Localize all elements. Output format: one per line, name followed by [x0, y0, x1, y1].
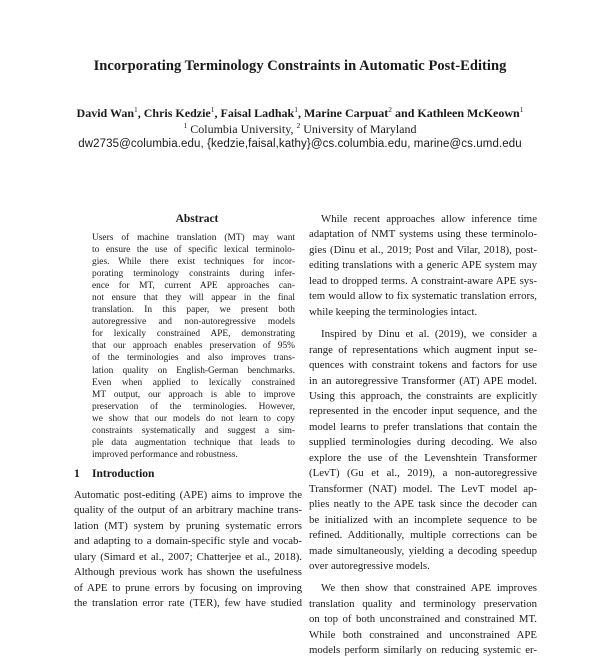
author-affiliation-mark: 1 [519, 105, 524, 114]
text-line: ple data augmentation technique that leads to [92, 437, 295, 448]
text-line: quences with constraint tokens and factors for use [309, 359, 537, 372]
abstract-text [92, 232, 295, 461]
section-heading [74, 468, 300, 480]
author-name: Marine Carpuat [303, 106, 389, 120]
text-line: lation quality on English-German benchmarks. [92, 365, 295, 376]
text-line: that our approach enables preservation of 95% [92, 341, 295, 352]
affiliation-mark: 1 [183, 121, 188, 130]
text-line: range of representations which augment input se- [309, 343, 537, 356]
author-name: Chris Kedzie [143, 106, 211, 120]
affiliations: $^1$ Columbia University, $^2$ University of Maryland [183, 121, 417, 136]
affiliation-name: Columbia University [190, 122, 291, 136]
text-line: Although previous work has shown the usefulness [74, 566, 302, 579]
text-line: Automatic post-editing (APE) aims to improve the [74, 489, 302, 501]
text-line: gies. While there exist techniques for incor- [92, 257, 295, 268]
author-name: David Wan [76, 106, 134, 120]
text-line: of APE to prune errors by focusing on improving [74, 581, 302, 594]
text-line: refined. Additionally, multiple corrections can be [309, 529, 537, 542]
text-line: adaptation of NMT systems using these terminolo- [309, 228, 537, 241]
author-affiliation-mark: 1 [134, 105, 138, 114]
text-line: the translation error rate (TER), few have studied [74, 597, 302, 610]
author-separator: , [214, 106, 221, 120]
text-line: autoregressive and non-autoregressive models [92, 317, 295, 328]
text-line: in an autoregressive Transformer (AT) APE model. [309, 374, 537, 387]
author-name: Faisal Ladhak [220, 106, 295, 120]
text-line: of the terminologies and also improves trans- [92, 353, 295, 364]
text-line: ence for MT, current APE approaches can- [92, 281, 295, 292]
author-separator: , [297, 106, 304, 120]
affiliation-name: University of Maryland [303, 122, 417, 136]
text-line: Inspired by Dinu et al. (2019), we consider a [321, 328, 537, 341]
author-name: Kathleen McKeown [417, 106, 520, 120]
paragraph-gap [309, 574, 537, 581]
text-line: lead to dropped terms. A constraint-aware APE sys- [309, 274, 537, 287]
text-line: Using this approach, the constraints are explicitly [309, 389, 537, 402]
text-line: we show that our models do not learn to copy [92, 413, 295, 424]
text-line: explore the use of the Levenshtein Transformer [309, 451, 537, 464]
text-line: gies (Dinu et al., 2019; Post and Vilar, 2018), post- [309, 243, 537, 256]
right-column-text [309, 212, 537, 659]
text-line: while keeping the terminologies intact. [309, 305, 478, 318]
text-line: plies neatly to the APE task since the decoder can [309, 498, 537, 511]
text-line: While recent approaches allow inference time [321, 213, 537, 225]
text-line: lation (MT) system by pruning systematic errors [74, 519, 302, 532]
author-conjunction: and [392, 106, 418, 120]
text-line: editing translations with a generic APE system may [309, 259, 537, 272]
section-title: Introduction [92, 468, 155, 480]
text-line: for lexically constrained APE, demonstrating [92, 329, 295, 340]
text-line: and adapting to a domain-specific style and vocab- [74, 535, 302, 548]
text-line: Even when applied to lexically constrained [92, 377, 295, 388]
text-line: preservation of the terminologies. However, [92, 401, 295, 412]
text-line: Users of machine translation (MT) may want [92, 233, 295, 243]
text-line: be initialized with an incomplete sequence to be [309, 513, 537, 526]
text-line: ulary (Simard et al., 2007; Chatterjee et al., 2018). [74, 550, 302, 563]
introduction-text [74, 488, 302, 612]
affiliation-mark: 2 [296, 121, 301, 130]
author-emails: dw2735@columbia.edu, {kedzie,faisal,kathy}@cs.columbia.edu, marine@cs.umd.edu [78, 138, 522, 150]
abstract-heading: Abstract [175, 213, 219, 225]
text-line: constraints systematically and suggest a sim- [92, 425, 295, 436]
text-line: porating terminology constraints during infer- [92, 269, 295, 280]
author-affiliation-mark: 1 [294, 105, 298, 114]
text-line: on top of both unconstrained and constrained MT. [309, 613, 537, 626]
text-line: to ensure the use of specific lexical terminolo- [92, 245, 295, 256]
paragraph-gap [309, 320, 537, 327]
author-list [0, 106, 600, 121]
text-line: not ensure that they will appear in the final [92, 293, 295, 304]
author-affiliation-mark: 1 [210, 105, 215, 114]
text-line: made simultaneously, yielding a decoding speedup [309, 544, 537, 557]
text-line: tem would allow to fix systematic translation errors, [309, 290, 537, 303]
text-line: MT output, our approach is able to improve [92, 389, 295, 400]
text-line: While both constrained and unconstrained APE [309, 628, 537, 641]
text-line: quality of the output of an arbitrary machine trans- [74, 504, 302, 517]
text-line: represented in the encoder input sequence, and the [309, 405, 537, 418]
text-line: model learns to prefer translations that contain the [309, 420, 537, 433]
text-line: improved performance and robustness. [92, 449, 238, 460]
text-line: (LevT) (Gu et al., 2019), a non-autoregressive [309, 467, 537, 480]
text-line: translation quality and terminology preservation [309, 597, 537, 610]
author-affiliation-mark: 2 [388, 105, 393, 114]
paper-title: Incorporating Terminology Constraints in Automatic Post-Editing [93, 58, 507, 74]
text-line: We then show that constrained APE improves [321, 582, 537, 595]
author-separator: , [137, 106, 144, 120]
text-line: Transformer (NAT) model. The LevT model ap- [309, 482, 537, 495]
text-line: translation. In this paper, we present both [92, 305, 295, 316]
text-line: models perform similarly on reducing systemic er- [309, 644, 537, 657]
section-number: 1 [74, 468, 80, 480]
text-line: over autoregressive models. [309, 559, 430, 572]
text-line: supplied terminologies during decoding. We also [309, 436, 537, 449]
